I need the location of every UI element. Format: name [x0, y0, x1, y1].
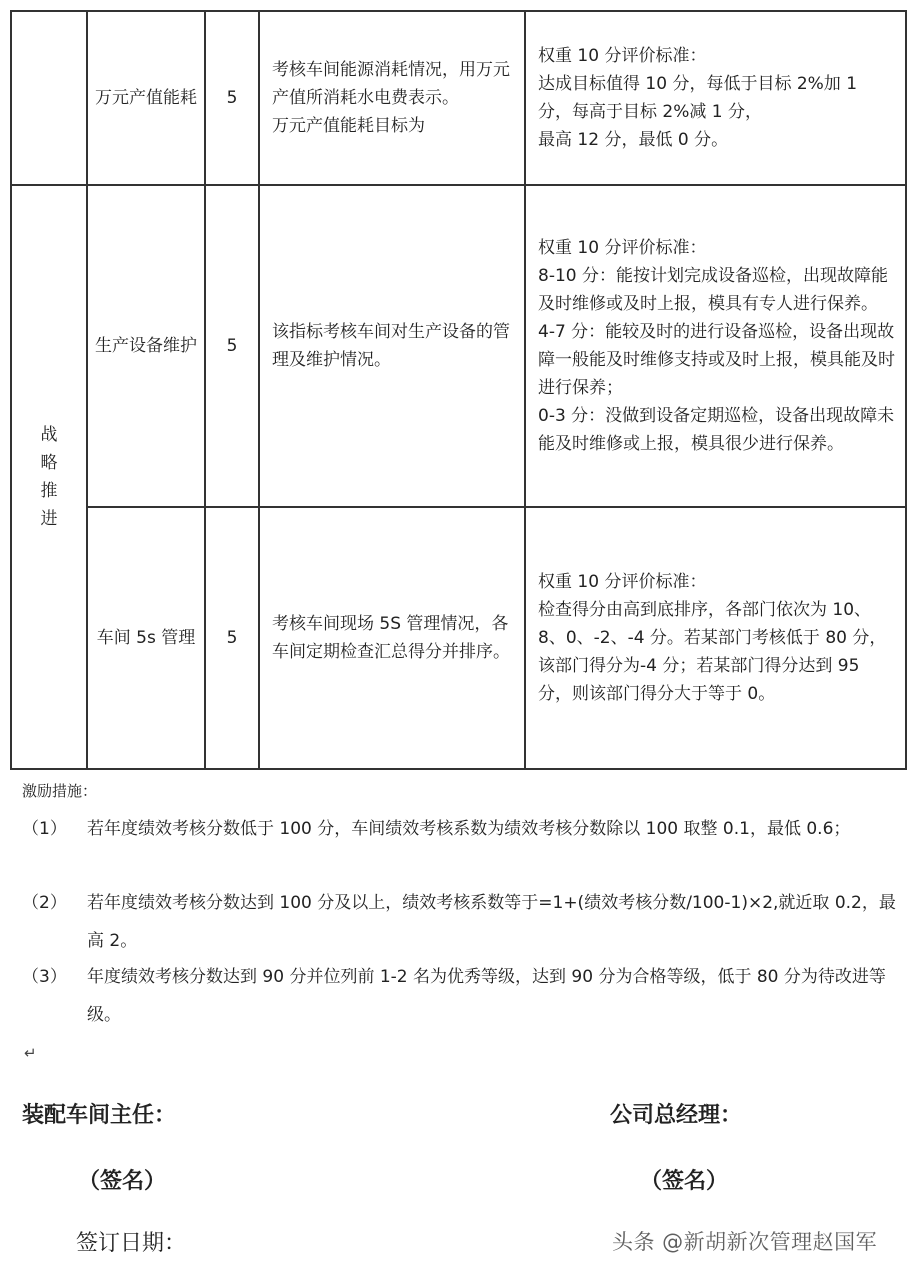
item-name-cell: 生产设备维护 — [87, 185, 205, 507]
description-cell: 考核车间能源消耗情况，用万元产值所消耗水电费表示。 万元产值能耗目标为 — [259, 11, 525, 185]
category-cell: 战 略 推 进 — [11, 185, 87, 769]
note-number: （2） — [22, 893, 67, 913]
incentive-title: 激励措施： — [22, 782, 98, 800]
general-manager-label: 公司总经理： — [610, 1103, 743, 1128]
incentive-note — [22, 884, 904, 960]
watermark-text: 头条 @新胡新次管理赵国军 — [612, 1230, 878, 1254]
note-number: （3） — [22, 967, 67, 987]
standard-cell: 权重 10 分评价标准： 8-10 分：能按计划完成设备巡检，出现故障能及时维修或及时上报，模具有专人进行保养。 4-7 分：能较及时的进行设备巡检，设备出现故障一般能及时维修支持或及时上报，模具能及时进行保养； 0-3 分：没做到设备定期巡检，设备出现故障未能及时维修或上报，模具很少进行保养。 — [525, 185, 906, 507]
table-row — [11, 11, 906, 185]
weight-cell: 5 — [205, 185, 259, 507]
note-text: 年度绩效考核分数达到 90 分并位列前 1-2 名为优秀等级，达到 90 分为合格等级，低于 80 分为待改进等级。 — [87, 967, 886, 1025]
table-row — [11, 185, 906, 507]
paragraph-mark: ↵ — [24, 1044, 37, 1062]
standard-cell: 权重 10 分评价标准： 达成目标值得 10 分，每低于目标 2%加 1 分，每高于目标 2%减 1 分， 最高 12 分，最低 0 分。 — [525, 11, 906, 185]
note-text: 若年度绩效考核分数达到 100 分及以上，绩效考核系数等于=1+(绩效考核分数/100-1)×2,就近取 0.2，最高 2。 — [87, 893, 896, 951]
item-name-cell: 万元产值能耗 — [87, 11, 205, 185]
note-number: （1） — [22, 819, 67, 839]
weight-cell: 5 — [205, 11, 259, 185]
category-blank-cell — [11, 11, 87, 185]
item-name-cell: 车间 5s 管理 — [87, 507, 205, 769]
note-text: 若年度绩效考核分数低于 100 分，车间绩效考核系数为绩效考核分数除以 100 取整 0.1，最低 0.6； — [87, 819, 851, 839]
table-row — [11, 507, 906, 769]
incentive-note — [22, 810, 904, 848]
description-cell: 该指标考核车间对生产设备的管理及维护情况。 — [259, 185, 525, 507]
description-cell: 考核车间现场 5S 管理情况，各车间定期检查汇总得分并排序。 — [259, 507, 525, 769]
sign-date-label: 签订日期： — [76, 1231, 187, 1256]
standard-cell: 权重 10 分评价标准： 检查得分由高到底排序，各部门依次为 10、8、0、-2、-4 分。若某部门考核低于 80 分，该部门得分为-4 分；若某部门得分达到 95 分，则该部门得分大于等于 0。 — [525, 507, 906, 769]
signature-label-right: （签名） — [640, 1169, 729, 1194]
signature-label-left: （签名） — [78, 1169, 167, 1194]
incentive-note — [22, 958, 904, 1034]
workshop-director-label: 装配车间主任： — [22, 1103, 177, 1128]
kpi-table — [10, 10, 907, 770]
weight-cell: 5 — [205, 507, 259, 769]
